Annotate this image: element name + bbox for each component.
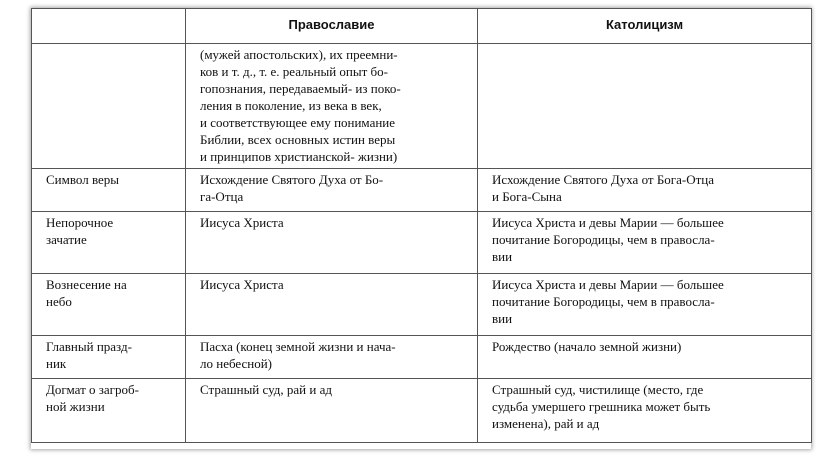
header-cell-catholicism: Католицизм — [478, 9, 812, 44]
cell-text-line: небо — [46, 294, 72, 309]
cell-text-line: Иисуса Христа и девы Марии — большее — [492, 215, 724, 230]
cell-text-line: ной жизни — [46, 399, 105, 414]
header-cell-orthodoxy: Православие — [186, 9, 478, 44]
table-row — [32, 212, 812, 274]
cell-text-line: Рождество (начало земной жизни) — [492, 339, 682, 354]
cell-text-line: Библии, всех основных истин веры — [200, 132, 396, 147]
cell-text-line: Непорочное — [46, 215, 114, 230]
cell-text-line: Пасха (конец земной жизни и нача- — [200, 339, 396, 354]
cell-text-line: Страшный суд, чистилище (место, где — [492, 382, 704, 397]
cell-text-line: почитание Богородицы, чем в правосла- — [492, 294, 715, 309]
catholic-cell — [478, 336, 812, 379]
orthodox-cell — [186, 169, 478, 212]
cell-text-line: Иисуса Христа — [200, 277, 284, 292]
cell-text-line: га-Отца — [200, 189, 244, 204]
cell-text-line: ления в поколение, из века в век, — [200, 98, 382, 113]
table-row — [32, 44, 812, 169]
label-cell — [32, 44, 186, 169]
cell-text-line: Символ веры — [46, 172, 120, 187]
catholic-cell — [478, 169, 812, 212]
label-cell — [32, 336, 186, 379]
cell-text-line: и соответствующее ему понимание — [200, 115, 396, 130]
header-row — [32, 9, 812, 44]
cell-text-line: Страшный суд, рай и ад — [200, 382, 332, 397]
catholic-cell — [478, 44, 812, 169]
cell-text-line: вии — [492, 311, 513, 326]
cell-text-line: и принципов христианской- жизни) — [200, 149, 398, 164]
cell-text-line: и Бога-Сына — [492, 189, 562, 204]
table-row — [32, 379, 812, 443]
cell-text-line: ло небесной) — [200, 356, 273, 371]
cell-text-line: Исхождение Святого Духа от Бо- — [200, 172, 384, 187]
table-row — [32, 336, 812, 379]
table-row — [32, 169, 812, 212]
orthodox-cell — [186, 336, 478, 379]
orthodox-cell — [186, 212, 478, 274]
catholic-cell — [478, 379, 812, 443]
label-cell — [32, 379, 186, 443]
label-cell — [32, 274, 186, 336]
cell-text-line: Главный празд- — [46, 339, 132, 354]
cell-text-line: судьба умершего грешника может быть — [492, 399, 711, 414]
cell-text-line: Исхождение Святого Духа от Бога-Отца — [492, 172, 715, 187]
header-cell-empty — [32, 9, 186, 44]
document-page — [31, 8, 811, 449]
comparison-table — [31, 8, 812, 443]
table-row — [32, 274, 812, 336]
orthodox-cell — [186, 44, 478, 169]
catholic-cell — [478, 212, 812, 274]
cell-text-line: гопознания, передаваемый- из поко- — [200, 81, 401, 96]
label-cell — [32, 212, 186, 274]
label-cell — [32, 169, 186, 212]
cell-text-line: изменена), рай и ад — [492, 416, 600, 431]
orthodox-cell — [186, 379, 478, 443]
cell-text-line: ков и т. д., т. е. реальный опыт бо- — [200, 64, 388, 79]
cell-text-line: почитание Богородицы, чем в правосла- — [492, 232, 715, 247]
cell-text-line: (мужей апостольских), их преемни- — [200, 47, 398, 62]
cell-text-line: вии — [492, 249, 513, 264]
cell-text-line: зачатие — [46, 232, 87, 247]
cell-text-line: Иисуса Христа и девы Марии — большее — [492, 277, 724, 292]
cell-text-line: Вознесение на — [46, 277, 127, 292]
cell-text-line: ник — [46, 356, 67, 371]
catholic-cell — [478, 274, 812, 336]
cell-text-line: Догмат о загроб- — [46, 382, 139, 397]
cell-text-line: Иисуса Христа — [200, 215, 284, 230]
orthodox-cell — [186, 274, 478, 336]
